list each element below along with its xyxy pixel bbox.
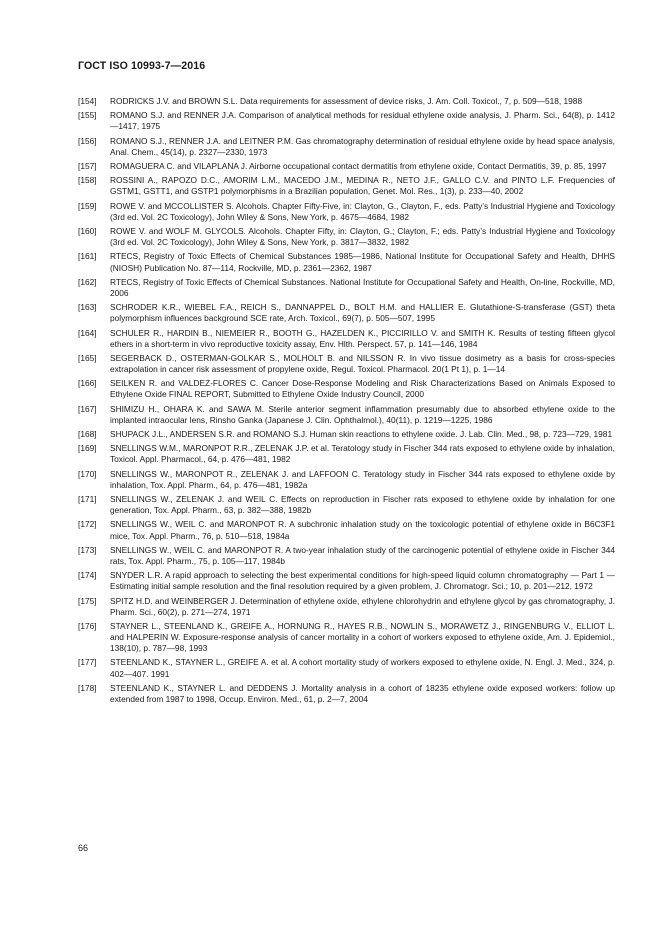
reference-number: [176] bbox=[78, 620, 97, 631]
reference-text: ROSSINI A., RAPOZO D.C., AMORIM L.M., MACEDO J.M., MEDINA R., NETO J.F., GALLO C.V. and PINTO L.F. Frequencies of GSTM1, GSTT1, and GSTP1 polymorphisms in a Brazilian population, Genet. Mol. Res., 1(3), p. 233—40, 2002 bbox=[110, 175, 615, 197]
reference-number: [165] bbox=[78, 352, 97, 363]
reference-item bbox=[78, 201, 615, 223]
reference-number: [154] bbox=[78, 96, 97, 106]
reference-item bbox=[78, 596, 615, 618]
reference-number: [167] bbox=[78, 403, 97, 414]
reference-item bbox=[78, 302, 615, 324]
reference-number: [164] bbox=[78, 327, 97, 338]
reference-number: [157] bbox=[78, 161, 97, 172]
reference-number: [166] bbox=[78, 378, 97, 389]
reference-text: SPITZ H.D. and WEINBERGER J. Determination of ethylene oxide, ethylene chlorohydrin and ethylene glycol by gas chromatography, J. Pharm. Sci., 60(2), p. 271—274, 1971 bbox=[110, 595, 615, 617]
reference-number: [163] bbox=[78, 302, 97, 313]
document-header: ГОСТ ISO 10993-7—2016 bbox=[78, 60, 206, 72]
reference-text: SNYDER L.R. A rapid approach to selecting the best experimental conditions for high-speed liquid column chromatography — Part 1 — Estimating initial sample resolution and the final resolution required by a given problem, J. Chromatogr. Sci.; 10, p. 201—212, 1972 bbox=[110, 570, 615, 592]
reference-item bbox=[78, 570, 615, 592]
reference-number: [169] bbox=[78, 443, 97, 454]
reference-text: SHIMIZU H., OHARA K. and SAWA M. Sterile anterior segment inflammation presumably due to absorbed ethylene oxide to the implanted intraocular lens, Rinsho Ganka (Japanese J. Clin. Ophthalmol.), 40(11), p. 1219—1225, 1986 bbox=[110, 403, 615, 425]
reference-item bbox=[78, 657, 615, 679]
reference-item bbox=[78, 328, 615, 350]
reference-text: ROMANO S.J., RENNER J.A. and LEITNER P.M. Gas chromatography determination of residual ethylene oxide by head space analysis, Anal. Chem., 45(14), p. 2327—2330, 1973 bbox=[110, 135, 615, 157]
reference-item bbox=[78, 251, 615, 273]
reference-text: ROMAGUERA C. and VILAPLANA J. Airborne occupational contact dermatitis from ethylene oxide, Contact Dermatitis, 39, p. 85, 1997 bbox=[110, 161, 607, 172]
reference-number: [158] bbox=[78, 175, 97, 186]
reference-number: [178] bbox=[78, 682, 97, 693]
reference-number: [174] bbox=[78, 570, 97, 581]
reference-item bbox=[78, 96, 615, 107]
reference-text: SNELLINGS W., ZELENAK J. and WEIL C. Effects on reproduction in Fischer rats exposed to ethylene oxide by inhalation for one generation, Tox. Appl. Pharm., 63, p. 382—388, 1982b bbox=[110, 494, 615, 516]
reference-item bbox=[78, 404, 615, 426]
reference-text: ROWE V. and WOLF M. GLYCOLS. Alcohols. Chapter Fifty, in: Clayton, G.; Clayton, F.; eds. Patty’s Industrial Hygiene and Toxicology (3rd ed. Vol. 2C Toxicology), John Wiley & Sons, New York, p. 3817—3832, 1982 bbox=[110, 226, 615, 248]
reference-number: [170] bbox=[78, 468, 97, 479]
reference-number: [168] bbox=[78, 429, 97, 440]
reference-number: [171] bbox=[78, 494, 97, 505]
reference-text: SHUPACK J.L., ANDERSEN S.R. and ROMANO S.J. Human skin reactions to ethylene oxide. J. Lab. Clin. Med., 98, p. 723—729, 1981 bbox=[110, 429, 613, 440]
page-number: 66 bbox=[78, 843, 89, 853]
reference-text: SNELLINGS W., WEIL C. and MARONPOT R. A subchronic inhalation study on the toxicologic potential of ethylene oxide in B6C3F1 mice, Tox. Appl. Pharm., 76, p. 510—518, 1984a bbox=[110, 519, 615, 541]
reference-list bbox=[78, 96, 615, 708]
reference-item bbox=[78, 494, 615, 516]
reference-item bbox=[78, 621, 615, 654]
reference-number: [162] bbox=[78, 276, 97, 287]
reference-text: SNELLINGS W.M., MARONPOT R.R., ZELENAK J.P. et al. Teratology study in Fischer 344 rats exposed to ethylene oxide by inhalation, Toxicol. Appl. Pharmacol., 64, p. 476—481, 1982 bbox=[110, 443, 615, 465]
reference-text: RTECS, Registry of Toxic Effects of Chemical Substances 1985—1986, National Institute for Occupational Safety and Health, DHHS (NIOSH) Publication No. 87—114, Rockville, MD, p. 2361—2362, 1987 bbox=[110, 251, 615, 273]
reference-text: SNELLINGS W., MARONPOT R., ZELENAK J. and LAFFOON C. Teratology study in Fischer 344 rats exposed to ethylene oxide by inhalation, Tox. Appl. Pharm., 64, p. 476—481, 1982a bbox=[110, 468, 615, 490]
reference-item bbox=[78, 683, 615, 705]
reference-number: [177] bbox=[78, 657, 97, 668]
reference-item bbox=[78, 277, 615, 299]
reference-item bbox=[78, 175, 615, 197]
reference-item bbox=[78, 110, 615, 132]
reference-item bbox=[78, 545, 615, 567]
reference-text: RTECS, Registry of Toxic Effects of Chemical Substances. National Institute for Occupational Safety and Health, On-line, Rockville, MD, 2006 bbox=[110, 276, 615, 298]
reference-text: STEENLAND K., STAYNER L., GREIFE A. et al. A cohort mortality study of workers exposed to ethylene oxide, N. Engl. J. Med., 324, p. 402—407. 1991 bbox=[110, 657, 615, 679]
reference-item bbox=[78, 226, 615, 248]
reference-text: STEENLAND K., STAYNER L. and DEDDENS J. Mortality analysis in a cohort of 18235 ethylene oxide exposed workers: follow up extended from 1987 to 1998, Occup. Environ. Med., 61, p. 2—7, 2004 bbox=[110, 682, 615, 704]
reference-text: SEILKEN R. and VALDEZ-FLORES C. Cancer Dose-Response Modeling and Risk Characterizations Based on Animals Exposed to Ethylene Oxide FINAL REPORT, Submitted to Ethylene Oxide Industry Council, 2000 bbox=[110, 378, 615, 400]
reference-text: SCHULER R., HARDIN B., NIEMEIER R., BOOTH G., HAZELDEN K., PICCIRILLO V. and SMITH K. Results of testing fifteen glycol ethers in a short-term in vivo reproductive toxicity assay, Env. Hlth. Perspect. 57, p. 141—146, 1984 bbox=[110, 327, 615, 349]
reference-number: [161] bbox=[78, 251, 97, 262]
reference-text: SEGERBACK D., OSTERMAN-GOLKAR S., MOLHOLT B. and NILSSON R. In vivo tissue dosimetry as a basis for cross-species extrapolation in cancer risk assessment of propylene oxide, Regul. Toxicol. Pharmacol. 20(1 Pt 1), p. 1—14 bbox=[110, 352, 615, 375]
reference-text: SCHRODER K.R., WIEBEL F.A., REICH S., DANNAPPEL D., BOLT H.M. and HALLIER E. Glutathione-S-transferase (GST) theta polymorphism influences background SCE rate, Arch. Toxicol., 69(7), p. 505—507, 1995 bbox=[110, 302, 615, 324]
reference-item bbox=[78, 519, 615, 541]
reference-text: RODRICKS J.V. and BROWN S.L. Data requirements for assessment of device risks, J. Am. Coll. Toxicol., 7, p. 509—518, 1988 bbox=[110, 96, 583, 106]
reference-item bbox=[78, 443, 615, 465]
reference-text: STAYNER L., STEENLAND K., GREIFE A., HORNUNG R., HAYES R.B., NOWLIN S., MORAWETZ J., RINGENBURG V., ELLIOT L. and HALPERIN W. Exposure-response analysis of cancer mortality in a cohort of workers exposed to ethylene oxide, Am. J. Epidemiol., 138(10), p. 787—98, 1993 bbox=[110, 620, 615, 654]
reference-text: SNELLINGS W., WEIL C. and MARONPOT R. A two-year inhalation study of the carcinogenic potential of ethylene oxide in Fischer 344 rats, Tox. Appl. Pharm., 75, p. 105—117, 1984b bbox=[110, 544, 615, 566]
reference-item bbox=[78, 353, 615, 375]
reference-number: [159] bbox=[78, 200, 97, 211]
reference-item bbox=[78, 161, 615, 172]
reference-number: [175] bbox=[78, 595, 97, 606]
reference-text: ROWE V. and MCCOLLISTER S. Alcohols. Chapter Fifty-Five, in: Clayton, G., Clayton, F., eds. Patty’s Industrial Hygiene and Toxicology (3rd ed. Vol. 2C Toxicology), John Wiley & Sons, New York, p. 4675—4684, 1982 bbox=[110, 200, 615, 222]
reference-item bbox=[78, 378, 615, 400]
reference-number: [155] bbox=[78, 110, 97, 121]
reference-number: [156] bbox=[78, 135, 97, 146]
reference-item bbox=[78, 136, 615, 158]
reference-number: [172] bbox=[78, 519, 97, 530]
reference-number: [173] bbox=[78, 544, 97, 555]
reference-number: [160] bbox=[78, 226, 97, 237]
reference-item bbox=[78, 469, 615, 491]
reference-item bbox=[78, 429, 615, 440]
reference-text: ROMANO S.J. and RENNER J.A. Comparison of analytical methods for residual ethylene oxide analysis, J. Pharm. Sci., 64(8), p. 1412—1417, 1975 bbox=[110, 110, 615, 132]
